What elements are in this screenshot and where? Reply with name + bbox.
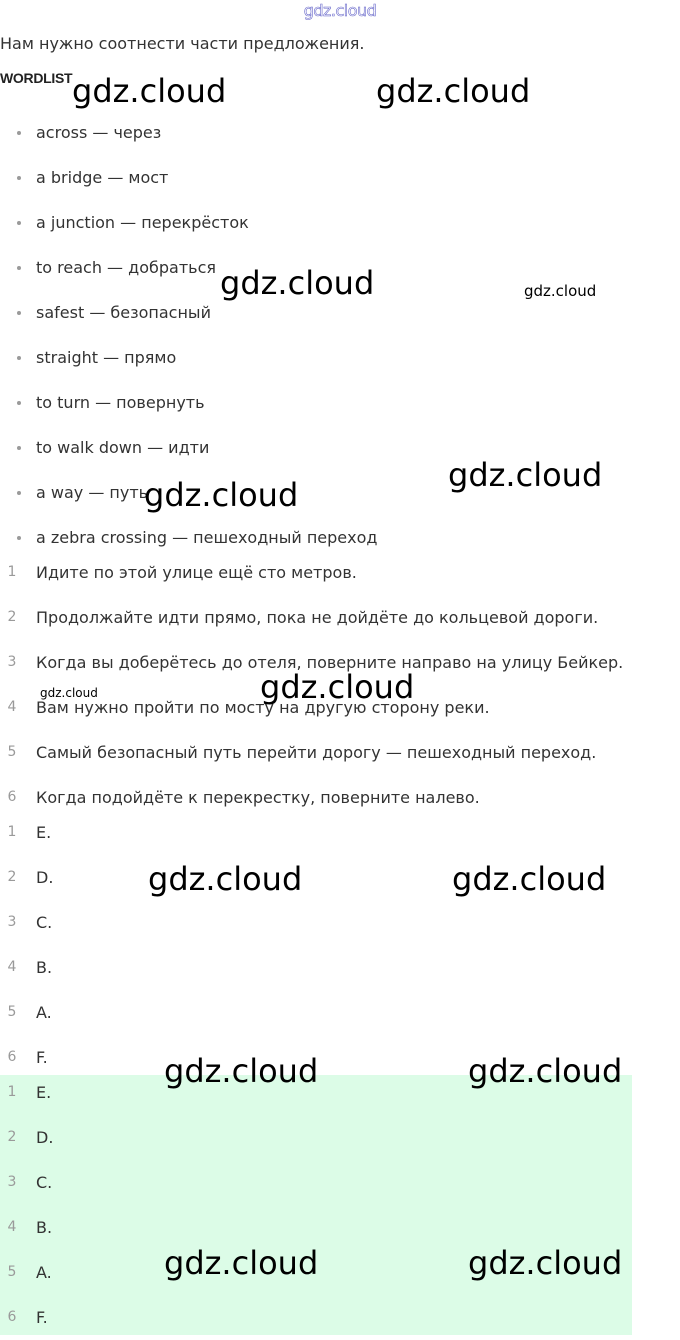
watermark: gdz.cloud [524, 282, 597, 300]
watermark: gdz.cloud [148, 860, 303, 898]
header-watermark: gdz.cloud [303, 1, 377, 20]
watermark: gdz.cloud [260, 668, 415, 706]
bullet-icon [17, 221, 21, 225]
watermark: gdz.cloud [468, 1244, 623, 1282]
watermark: gdz.cloud [448, 456, 603, 494]
intro-text: Нам нужно соотнести части предложения. [0, 34, 365, 53]
bullet-icon [17, 446, 21, 450]
watermark: gdz.cloud [164, 1052, 319, 1090]
bullet-icon [17, 401, 21, 405]
watermark: gdz.cloud [40, 686, 98, 700]
bullet-icon [17, 536, 21, 540]
bullet-icon [17, 491, 21, 495]
watermark: gdz.cloud [144, 476, 299, 514]
watermark: gdz.cloud [72, 72, 227, 110]
watermark: gdz.cloud [220, 264, 375, 302]
bullet-icon [17, 266, 21, 270]
watermark: gdz.cloud [468, 1052, 623, 1090]
final-answer-box [0, 1075, 632, 1335]
bullet-icon [17, 176, 21, 180]
bullet-icon [17, 131, 21, 135]
watermark: gdz.cloud [452, 860, 607, 898]
wordlist-title: WORDLIST [0, 70, 73, 86]
bullet-icon [17, 356, 21, 360]
bullet-icon [17, 311, 21, 315]
watermark: gdz.cloud [164, 1244, 319, 1282]
watermark: gdz.cloud [376, 72, 531, 110]
